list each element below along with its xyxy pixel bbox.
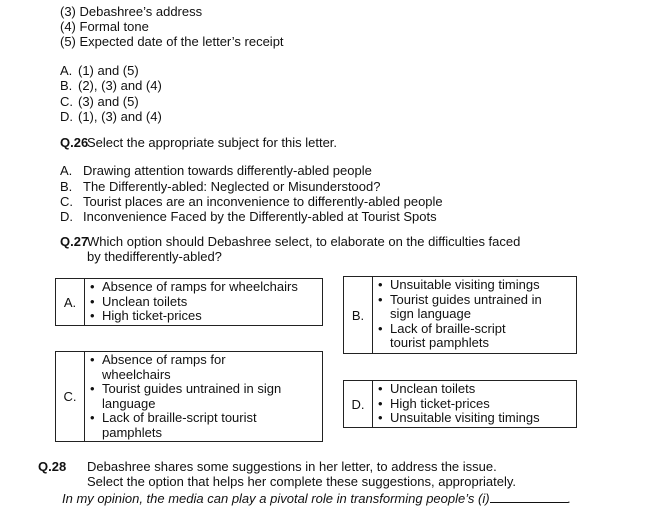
q25-option-a: (1) and (5) [78,63,139,78]
q25-option-d: (1), (3) and (4) [78,109,162,124]
q26-question: Select the appropriate subject for this letter. [87,135,338,150]
q26-option-a: Drawing attention towards differently-abled people [83,163,372,178]
q25-option-c-letter: C. [60,94,73,109]
q28-blank-i[interactable] [490,490,568,503]
q27-option-b-line: • Lack of braille-script [372,322,576,337]
q27-option-c-box [55,351,323,442]
q28-line3-text: In my opinion, the media can play a pivotal role in transforming people’s (i) [62,491,490,506]
q27-option-c-line: wheelchairs [102,366,171,382]
q26-option-b: The Differently-abled: Neglected or Misunderstood? [83,179,381,194]
q26-option-d: Inconvenience Faced by the Differently-abled at Tourist Spots [83,209,437,224]
q28-number: Q.28 [38,459,67,474]
q28-line1: Debashree shares some suggestions in her letter, to address the issue. [87,459,497,474]
q25-option-b: (2), (3) and (4) [78,78,162,93]
q27-option-d-line: • High ticket-prices [372,397,576,412]
q27-option-c-line: • Absence of ramps for [84,353,322,368]
q26-option-b-letter: B. [60,179,73,194]
q26-option-a-letter: A. [60,163,73,178]
q26-option-c: Tourist places are an inconvenience to differently-abled people [83,194,443,209]
q26-option-c-letter: C. [60,194,73,209]
q27-option-b-line: sign language [390,306,471,322]
q27-option-c-line: • Lack of braille-script tourist [84,411,322,426]
q25-item-4: (4) Formal tone [60,19,149,34]
q25-option-d-letter: D. [60,109,73,124]
q27-option-d-line: • Unclean toilets [372,382,576,397]
q27-option-b-line: tourist pamphlets [390,335,489,351]
q25-item-5: (5) Expected date of the letter’s receipt [60,34,284,49]
q26-option-d-letter: D. [60,209,73,224]
q28-line3 [62,490,571,506]
q28-line2: Select the option that helps her complete these suggestions, appropriately. [87,474,517,489]
q25-item-3: (3) Debashree’s address [60,4,203,19]
q27-option-d-label: D. [344,381,373,427]
q27-option-a-box [55,278,323,326]
q27-option-c-label: C. [56,352,85,441]
q27-option-b-box [343,276,577,354]
q27-option-c-line: pamphlets [102,424,162,440]
q27-option-b-line: • Unsuitable visiting timings [372,278,576,293]
q27-number: Q.27 [60,234,89,249]
q27-option-d-line: • Unsuitable visiting timings [372,411,576,426]
q25-option-b-letter: B. [60,78,73,93]
q27-option-d-box [343,380,577,428]
q26-number: Q.26 [60,135,89,150]
q27-option-b-line: • Tourist guides untrained in [372,293,576,308]
q27-question-line1: Which option should Debashree select, to elaborate on the difficulties faced [87,234,521,249]
q27-question-line2: by thedifferently-abled? [87,249,222,264]
q25-option-a-letter: A. [60,63,73,78]
q25-option-c: (3) and (5) [78,94,139,109]
q27-option-c-line: • Tourist guides untrained in sign [84,382,322,397]
q27-option-a-line: • High ticket-prices [84,309,322,324]
q28-line3-end: . [567,491,572,506]
q27-option-c-line: language [102,395,156,411]
q27-option-a-line: • Absence of ramps for wheelchairs [84,280,322,295]
q27-option-b-label: B. [344,277,373,353]
q27-option-a-line: • Unclean toilets [84,295,322,310]
q27-option-a-label: A. [56,279,85,325]
